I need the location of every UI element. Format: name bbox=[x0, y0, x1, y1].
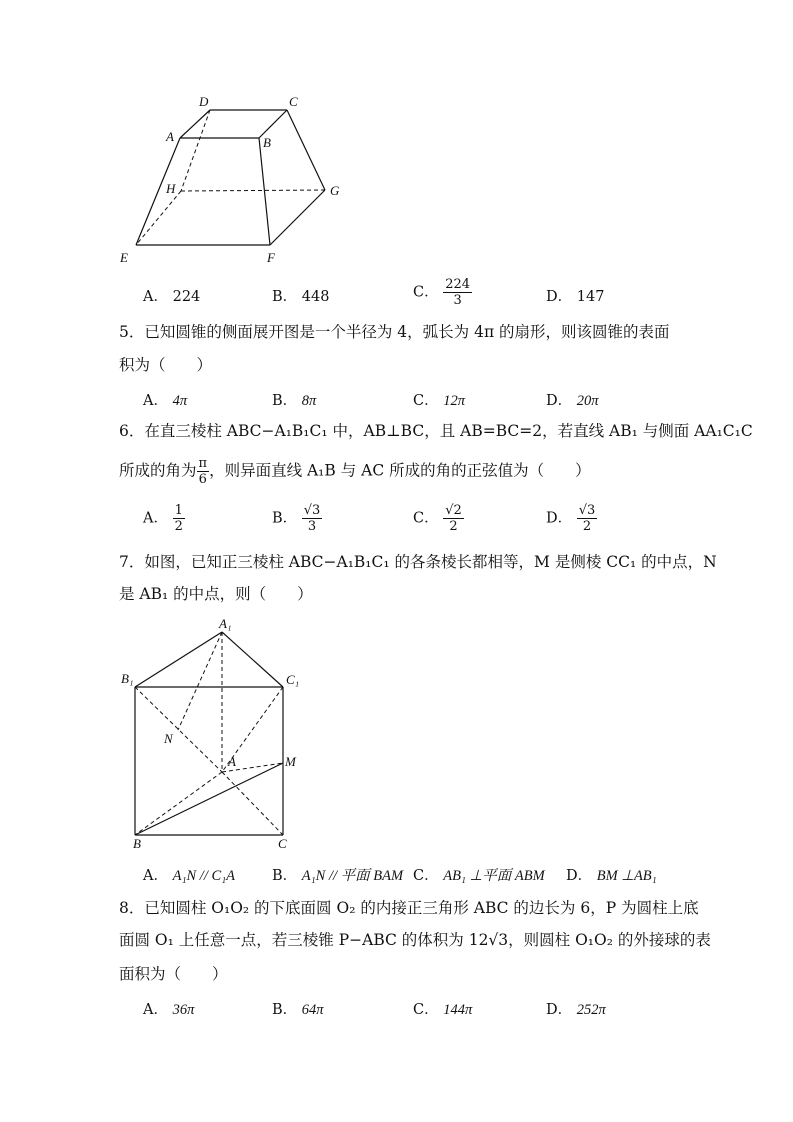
label-D: D bbox=[199, 94, 209, 109]
q5-line1: 5．已知圆锥的侧面展开图是一个半径为 4，弧长为 4π 的扇形，则该圆锥的表面 bbox=[119, 323, 670, 341]
label-H: H bbox=[166, 181, 176, 196]
q4-option-b[interactable]: B． 448 bbox=[272, 289, 330, 305]
fraction: $\frac{1}{2}$ bbox=[174, 503, 183, 534]
label-A1: A₁ bbox=[219, 616, 232, 631]
q4-option-c[interactable]: C． $\frac{224}{3}$ bbox=[413, 277, 471, 308]
q7-line1: 7．如图，已知正三棱柱 ABC−A₁B₁C₁ 的各条棱长都相等，M 是侧棱 CC₁ 的中点，N bbox=[119, 553, 717, 571]
label-B: B bbox=[133, 836, 141, 851]
q7-line2: 是 AB₁ 的中点，则（ ） bbox=[119, 585, 313, 603]
q4-option-a[interactable]: A． 224 bbox=[143, 289, 201, 305]
q7-option-a[interactable]: A． A₁N // C₁A bbox=[143, 868, 236, 884]
q8-option-b[interactable]: B． 64π bbox=[272, 1002, 324, 1018]
q4-option-d[interactable]: D． 147 bbox=[546, 289, 605, 305]
q5-option-d[interactable]: D． 20π bbox=[546, 393, 599, 409]
label-C: C bbox=[278, 836, 287, 851]
q8-option-d[interactable]: D． 252π bbox=[546, 1002, 606, 1018]
q5-option-a[interactable]: A． 4π bbox=[143, 393, 188, 409]
q6-option-b[interactable]: B． $\frac{√3}{3}$ bbox=[272, 503, 321, 534]
q6-option-c[interactable]: C． $\frac{√2}{2}$ bbox=[413, 503, 462, 534]
q8-line1: 8．已知圆柱 O₁O₂ 的下底面圆 O₂ 的内接正三角形 ABC 的边长为 6，P 为圆柱上底 bbox=[119, 899, 699, 917]
q8-option-c[interactable]: C． 144π bbox=[413, 1002, 473, 1018]
q6-line1: 6．在直三棱柱 ABC−A₁B₁C₁ 中，AB⊥BC，且 AB=BC=2，若直线 AB₁ 与侧面 AA₁C₁C bbox=[119, 422, 753, 440]
fraction: $\frac{\pi}{6}$ bbox=[198, 456, 208, 487]
q5-option-b[interactable]: B． 8π bbox=[272, 393, 317, 409]
q6-option-d[interactable]: D． $\frac{√3}{2}$ bbox=[546, 503, 596, 534]
label-A: A bbox=[228, 754, 236, 769]
label-N: N bbox=[164, 731, 173, 746]
q7-option-d[interactable]: D． BM ⊥AB₁ bbox=[566, 868, 657, 884]
q8-line2: 面圆 O₁ 上任意一点，若三棱锥 P−ABC 的体积为 12√3，则圆柱 O₁O₂ 的外接球的表 bbox=[119, 931, 711, 949]
label-C: C bbox=[289, 94, 298, 109]
q7-option-b[interactable]: B． A₁N // 平面 BAM bbox=[272, 868, 404, 884]
fraction: $\frac{224}{3}$ bbox=[445, 277, 471, 308]
q8-option-a[interactable]: A． 36π bbox=[143, 1002, 195, 1018]
label-B1: B₁ bbox=[121, 671, 134, 686]
label-F: F bbox=[267, 250, 275, 265]
label-M: M bbox=[285, 754, 296, 769]
q8-line3: 面积为（ ） bbox=[119, 965, 228, 983]
q6-line2: 所成的角为 $\frac{\pi}{6}$ ，则异面直线 A₁B 与 AC 所成的角的正弦值为（ ） bbox=[119, 456, 591, 487]
label-G: G bbox=[330, 183, 340, 198]
q7-option-c[interactable]: C． AB₁ ⊥平面 ABM bbox=[413, 868, 545, 884]
q6-option-a[interactable]: A． $\frac{1}{2}$ bbox=[143, 503, 183, 534]
label-A: A bbox=[166, 129, 174, 144]
label-B: B bbox=[263, 135, 271, 150]
q5-option-c[interactable]: C． 12π bbox=[413, 393, 465, 409]
fraction: $\frac{√3}{3}$ bbox=[303, 503, 321, 534]
label-E: E bbox=[120, 250, 128, 265]
fraction: $\frac{√2}{2}$ bbox=[445, 503, 462, 534]
q5-line2: 积为（ ） bbox=[119, 356, 213, 374]
label-C1: C₁ bbox=[286, 672, 300, 687]
fraction: $\frac{√3}{2}$ bbox=[578, 503, 596, 534]
